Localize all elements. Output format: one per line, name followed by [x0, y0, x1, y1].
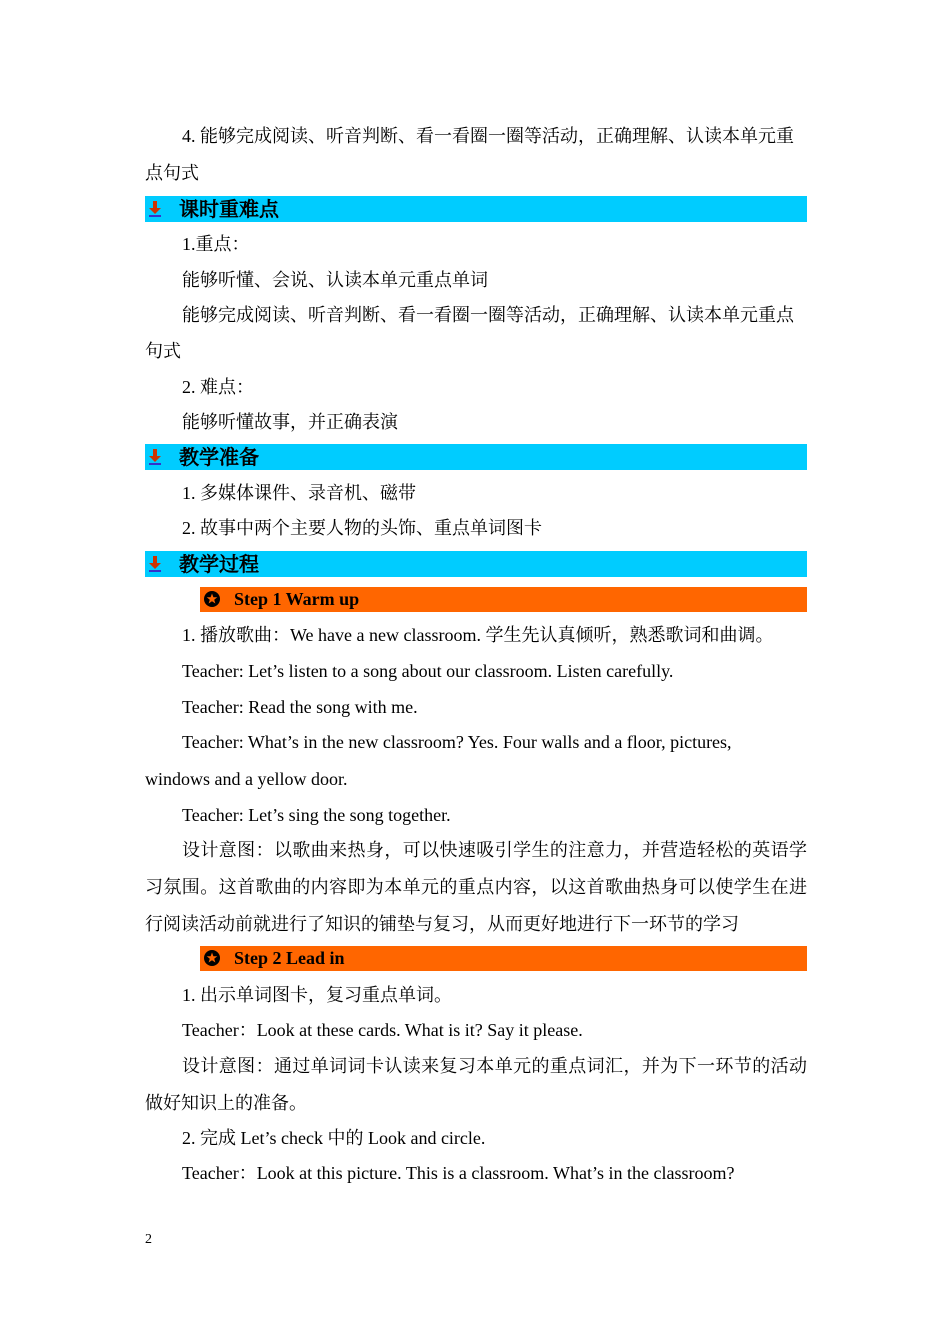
step1-line-4b: windows and a yellow door. [145, 769, 348, 789]
section-header-key-points [145, 196, 807, 222]
prep-item-1: 1. 多媒体课件、录音机、磁带 [182, 483, 416, 503]
step2-line-1: 1. 出示单词图卡，复习重点单词。 [182, 985, 452, 1005]
page-number: 2 [145, 1232, 152, 1247]
step1-line-4a: Teacher: What’s in the new classroom? Yes. Four walls and a floor, pictures, [182, 732, 732, 752]
step1-line-1: 1. 播放歌曲：We have a new classroom. 学生先认真倾听，熟悉歌词和曲调。 [182, 625, 774, 645]
section-marker-icon [148, 201, 162, 217]
star-circle-icon [203, 590, 221, 608]
section-marker-icon [148, 556, 162, 572]
step1-line-5: Teacher: Let’s sing the song together. [182, 805, 451, 825]
section-title: 课时重难点 [179, 197, 279, 221]
difficulty-label: 2. 难点： [182, 377, 254, 397]
intro-line-2: 点句式 [145, 163, 199, 183]
key-point-label: 1.重点： [182, 234, 250, 254]
step1-line-2: Teacher: Let’s listen to a song about our classroom. Listen carefully. [182, 661, 674, 681]
key-point-text-2-line-2: 句式 [145, 341, 181, 361]
difficulty-text: 能够听懂故事，并正确表演 [182, 412, 398, 432]
intro-line-1: 4. 能够完成阅读、听音判断、看一看圈一圈等活动，正确理解、认读本单元重 [182, 126, 794, 146]
step-title: Step 1 Warm up [234, 589, 360, 609]
section-title: 教学准备 [179, 445, 259, 469]
prep-item-2: 2. 故事中两个主要人物的头饰、重点单词图卡 [182, 518, 542, 538]
step2-design-intent: 设计意图：通过单词词卡认读来复习本单元的重点词汇，并为下一环节的活动做好知识上的准备。 [145, 1056, 807, 1113]
step1-design-intent: 设计意图：以歌曲来热身，可以快速吸引学生的注意力，并营造轻松的英语学习氛围。这首歌曲的内容即为本单元的重点内容，以这首歌曲热身可以使学生在进行阅读活动前就进行了知识的铺垫与复习，从而更好地进行下一环节的学习 [145, 840, 807, 934]
key-point-text-2-line-1: 能够完成阅读、听音判断、看一看圈一圈等活动，正确理解、认读本单元重点 [182, 305, 794, 325]
section-marker-icon [148, 449, 162, 465]
star-circle-icon [203, 949, 221, 967]
step2-line-4: Teacher：Look at this picture. This is a classroom. What’s in the classroom? [182, 1163, 735, 1183]
section-title: 教学过程 [179, 552, 259, 576]
step-header-lead-in [200, 946, 807, 971]
step1-line-3: Teacher: Read the song with me. [182, 697, 418, 717]
section-header-prep [145, 444, 807, 470]
step2-line-3: 2. 完成 Let’s check 中的 Look and circle. [182, 1128, 486, 1148]
key-point-text: 能够听懂、会说、认读本单元重点单词 [182, 270, 488, 290]
step2-line-2: Teacher：Look at these cards. What is it? Say it please. [182, 1020, 583, 1040]
section-header-process [145, 551, 807, 577]
step-header-warm-up [200, 587, 807, 612]
step-title: Step 2 Lead in [234, 948, 345, 968]
